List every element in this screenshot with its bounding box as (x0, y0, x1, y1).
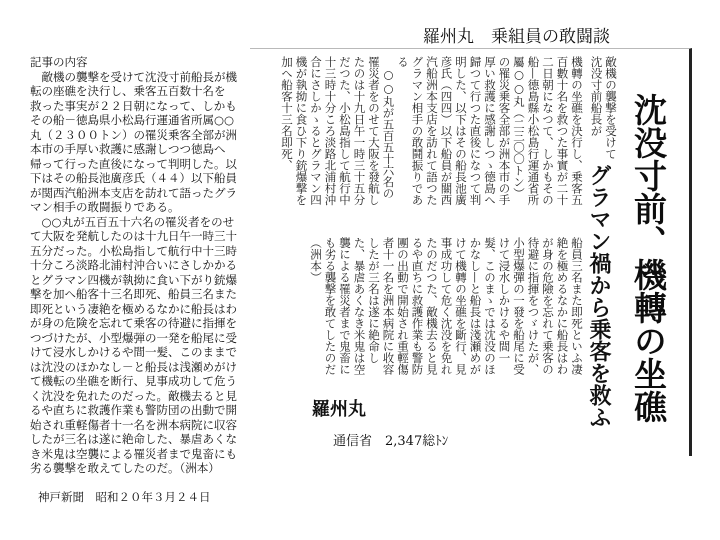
summary-line: 敵機の襲撃を受けて沈没寸前船長が機 (30, 69, 237, 84)
summary-line: く沈没を免れたのだった。敵機去ると見 (30, 388, 237, 403)
summary-line: つづけたが、小型爆弾の一発を船尾に受 (30, 330, 237, 345)
summary-line: が関西汽船洲本支店を訪れて語ったグラ (30, 185, 237, 200)
summary-line: 救った事実が２２日朝になって、しかも (30, 98, 237, 113)
newspaper-clipping (250, 48, 692, 456)
summary-line: けて浸水しかけるや間一髪、このままで (30, 345, 237, 359)
summary-line: 即死という凄絶を極めるなかに船長はわ (30, 301, 237, 316)
clipping-body-lower: 船員三名また即死といふ凄絶を極めるなかに船長はわが身の危險を忘れて乗客の待避に指揮をつゞけたが、小型爆彈の一發を船尾に受けて浸水しかけるや間一髮、このまゝでは沈没のほかなし—と船長は淺瀬めがけて機轉の坐礁を斷行、見事成功して危く沈没を免れたのだつた、敵機去ると見るや直ちに救護作業も警防團の出動で開始され重輕傷者十一名を洲本病院に收容したが三名は遂に絶命した、暴虐あくなき米鬼は空襲による罹災者まで鬼畜にも劣る襲撃を敢てしたのだ（洲本） (309, 237, 584, 375)
summary-line: 丸（２３００トン）の罹災乗客全部が洲 (30, 127, 237, 142)
summary-line: が身の危険を忘れて乗客の待避に指揮を (30, 316, 237, 330)
summary-line: 帰って行った直後になって判明した。以 (30, 156, 237, 171)
summary-line: その船－徳島県小松島行運通省所属○○ (30, 113, 235, 127)
summary-line: て機転の坐礁を断行、見事成功して危う (30, 374, 237, 388)
article-summary (30, 55, 252, 476)
source-citation: 神戸新聞 昭和２０年３月２４日 (38, 490, 211, 504)
summary-line: 十分ころ淡路北浦村沖合いにさしかかる (30, 258, 237, 272)
summary-line: 始され重軽傷者十一名を洲本病院に収容 (30, 417, 237, 432)
summary-line: とグラマン四機が執拗に食い下がり銃爆 (30, 272, 237, 287)
summary-line: 劣る襲撃を敢えてしたのだ。（洲本） (30, 461, 220, 475)
summary-line: は沈没のほかなし－と船長は浅瀬めがけ (30, 359, 237, 374)
summary-line: き米鬼は空襲による罹災者まで鬼畜にも (30, 446, 237, 461)
page-title: 羅州丸 乗組員の敢闘談 (423, 27, 610, 47)
clipping-headline: 沈没寸前、機轉の坐礁 (629, 93, 668, 423)
summary-line: 撃を加へ船客十三名即死、船員三名また (30, 287, 237, 301)
clipping-subheadline: グラマン禍から乗客を救ふ (586, 164, 612, 428)
summary-heading: 記事の内容 (30, 55, 88, 69)
summary-line: 下はその船長池廣彦氏（４４）以下船員 (30, 171, 237, 185)
summary-line: 本市の手厚い救護に感謝しつつ徳島へ (30, 142, 226, 156)
ship-name: 羅州丸 (312, 399, 366, 420)
summary-line: ○○丸が五百五十六名の罹災者をのせ (30, 214, 235, 229)
summary-line: 転の座礁を決行し、乗客五百数十名を (30, 84, 226, 98)
clipping-body-lead: 敵機の襲撃を受けて沈没寸前船長が (589, 56, 618, 160)
summary-line: て大阪を発航したのは十九日午一時三十 (30, 229, 237, 243)
summary-line: マン相手の敢闘振りである。 (30, 200, 180, 214)
summary-line: したが三名は遂に絶命した、暴虐あくな (30, 432, 237, 446)
summary-line: るや直ちに救護作業も警防団の出動で開 (30, 403, 237, 417)
summary-line: 五分だった。小松島指して航行中十三時 (30, 243, 237, 258)
ship-info: 通信省 2,347総ﾄﾝ (333, 434, 449, 449)
clipping-body-upper: 機轉の坐礁を決行し、乗客五百數十名を救つた事實が二十二日朝になつて、しかもその船—德島縣小松島行運通省所屬○○丸（二三〇〇トン）の罹災乗客全部が洲本市の手厚い救護に感謝しつゝ德島へ歸つて行つた直後になつて判明した、以下はその船長池廣彦氏（四四）以下船員が關西汽船洲本支店を訪れて語つたグラマン相手の敢鬪振りである ○○丸が五百五十六名の罹災者をのせて大阪を發航したのは十九日午一時三十五分だつた、小松島指して航行中十三時十分ころ淡路北浦村沖合にさしかゝるとグラマン四機が執拗に食ひ下り銃爆撃を加へ船客十三名即死、 (280, 56, 584, 206)
